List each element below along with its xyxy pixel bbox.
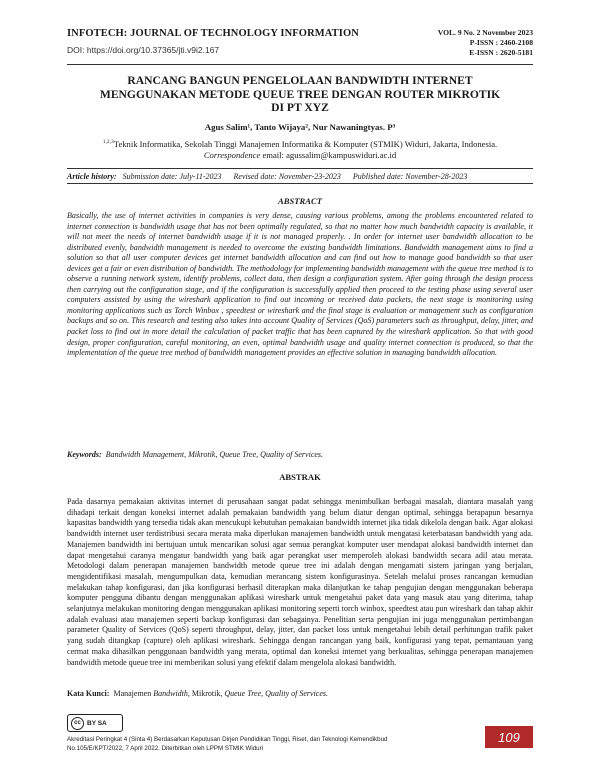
page-footer [67, 714, 533, 764]
p-issn: P-ISSN : 2460-2108 [469, 38, 533, 47]
e-issn: E-ISSN : 2620-5181 [469, 48, 533, 57]
correspondence-label: Correspondence [203, 149, 261, 160]
keywords-label: Keywords: [67, 450, 102, 459]
volume-info: VOL. 9 No. 2 November 2023 [437, 28, 533, 37]
keywords-english [67, 450, 533, 459]
correspondence-email[interactable]: email: agussalim@kampuswiduri.ac.id [262, 149, 397, 160]
cc-icon: cc [71, 717, 84, 730]
accreditation-line-1: Akreditasi Peringkat 4 (Sinta 4) Berdasarkan Keputusan Dirjen Pendidikan Tinggi, Riset, dan Teknologi Kemendikbud [67, 736, 388, 743]
title-line-1: RANCANG BANGUN PENGELOLAAN BANDWIDTH INTERNET [127, 74, 473, 87]
abstrak-heading: ABSTRAK [279, 472, 321, 482]
title-line-3: DI PT XYZ [271, 101, 329, 114]
history-label: Article history: [67, 171, 117, 181]
revised-date: Revised date: November-23-2023 [233, 171, 341, 181]
abstract-body: Basically, the use of internet activities in companies is very dense, causing various problems, among the problems encountered related to internet connection is bandwidth usage that has not been optimally regulated, so that no matter how much bandwidth capacity is available, it will not meet the needs of internet bandwidth usage if it is not managed properly. . In order for internet user bandwidth allocation to be distributed evenly, bandwidth management is needed to overcome the existing bandwidth limitations. Bandwidth management aims to find a solution so that all user computer devices get internet bandwidth allocation and can find out how to manage good bandwidth so that user devices get a fair or even distribution of bandwidth. The methodology for implementing bandwidth management with the queue tree method is to observe a running network system, identify problems, collect data, then design a configuration system. After going through the design process then carrying out the configuration stage, and if the configuration is successfully applied then proceed to the testing phase using several user computers assisted by using the wireshark application to find out incoming or received data packets, the next stage is monitoring using monitoring applications such as Torch Winbox , speedtest or wireshark and the final stage is evaluation or management such as configuration backups and so on. This research and testing also takes into account Quality of Services (QoS) parameters such as throughput, delay, jitter, and packet loss to find out in more detail the calculation of packet traffic that has been captured by the wireshark application. So that with good design, proper configuration, careful monitoring, an even, optimal bandwidth usage and quality internet connection is produced, so that the implementation of the queue tree method of bandwidth management provides an effective solution in managing bandwidth allocation. [67, 211, 533, 358]
abstrak-body: Pada dasarnya pemakaian aktivitas internet di perusahaan sangat padat sehingga menimbulkan berbagai masalah, diantara masalah yang dihadapi terkait dengan koneksi internet adalah pemakaian bandwidth yang belum diatur dengan optimal, sehingga berapapun besarnya kapasitas bandwidth yang tersedia tidak akan mencukupi kebutuhan pemakaian bandwidth internet jika tidak dikelola dengan baik. Agar alokasi bandwidth internet user terdistribusi secara merata maka diperlukan manajemen bandwidth untuk mengatasi keterbatasan bandwidth yang ada. Manajemen bandwidth ini bertujuan untuk mencarikan solusi agar semua perangkat komputer user mendapat alokasi bandwidth internet dan dapat mengetahui caranya mengatur bandwidth yang baik agar perangkat user memperoleh alokasi bandwidth secara adil atau merata. Metodologi dalam penerapan manajemen bandwidth metode queue tree ini adalah dengan mengamati sistem jaringan yang berjalan, mengidentifikasi masalah, mengumpulkan data, kemudian merancang sistem konfigurasinya. Setelah melalui proses rancangan kemudian melakukan tahap konfigurasi, dan jika konfigurasi berhasil diterapkan maka dilanjutkan ke tahap pengujian dengan menggunakan beberapa komputer pengguna dibantu dengan menggunakan aplikasi wireshark untuk mengetahui paket data yang masuk atau yang diterima, tahap selanjutnya melakukan monitoring dengan menggunakan aplikasi monitoring seperti torch winbox, speedtest atau pun wireshark dan tahap akhir adalah evaluasi atau manajemen seperti backup konfigurasi dan sebagainya. Penelitian serta pengujian ini juga menggunakan pertimbangan parameter Quality of Services (QoS) seperti throughput, delay, jitter, dan packet loss untuk mengetahui lebih detail perhitungan trafik paket yang sudah ditangkap (capture) oleh aplikasi wireshark. Sehingga dengan rancangan yang baik, konfigurasi yang tepat, pemantauan yang cermat maka dihasilkan penggunaan bandwidth yang merata, optimal dan koneksi internet yang berkualitas, sehingga penerapan manajemen bandwidth metode queue tree ini memberikan solusi yang efektif dalam mengelola alokasi bandwidth. [67, 497, 533, 667]
keywords-text: Bandwidth Management, Mikrotik, Queue Tree, Quality of Services. [105, 450, 324, 459]
abstract-heading: ABSTRACT [278, 196, 322, 206]
journal-name: INFOTECH: JOURNAL OF TECHNOLOGY INFORMATION [67, 28, 359, 39]
article-history [67, 168, 533, 184]
published-date: Published date: November-28-2023 [352, 171, 468, 181]
page-header [67, 28, 533, 60]
kata-kunci-label: Kata Kunci: [67, 689, 110, 698]
kata-kunci-part-2: Bandwidth [153, 689, 188, 698]
creative-commons-badge[interactable] [67, 714, 123, 732]
keywords-indonesian [67, 689, 533, 698]
kata-kunci-part-1: Manajemen [113, 689, 152, 698]
submission-date: Submission date: July-11-2023 [122, 171, 222, 181]
affiliation-sup: 1,2,3 [102, 139, 114, 145]
kata-kunci-part-4: Queue Tree, Quality of Services. [224, 689, 329, 698]
kata-kunci-part-3: , Mikrotik, [187, 689, 223, 698]
accreditation-line-2: No.105/E/KPT/2022, 7 April 2022. Diterbitkan oleh LPPM STMIK Widuri [67, 744, 264, 752]
title-line-2: MENGGUNAKAN METODE QUEUE TREE DENGAN ROUTER MIKROTIK [99, 87, 501, 101]
affiliation [67, 137, 533, 161]
page-number: 109 [485, 726, 533, 748]
header-divider [67, 64, 533, 65]
author-list: Agus Salim¹, Tanto Wijaya², Nur Nawaningtyas. P³ [204, 122, 396, 132]
accreditation-note [67, 736, 477, 753]
doi-link[interactable]: DOI: https://doi.org/10.37365/jti.v9i2.167 [67, 45, 220, 55]
paper-title [67, 74, 533, 115]
issn-block [438, 28, 533, 58]
cc-license-label: BY SA [87, 719, 107, 727]
institution: Teknik Informatika, Sekolah Tinggi Manajemen Informatika & Komputer (STMIK) Widuri, Jakarta, Indonesia. [113, 138, 498, 149]
